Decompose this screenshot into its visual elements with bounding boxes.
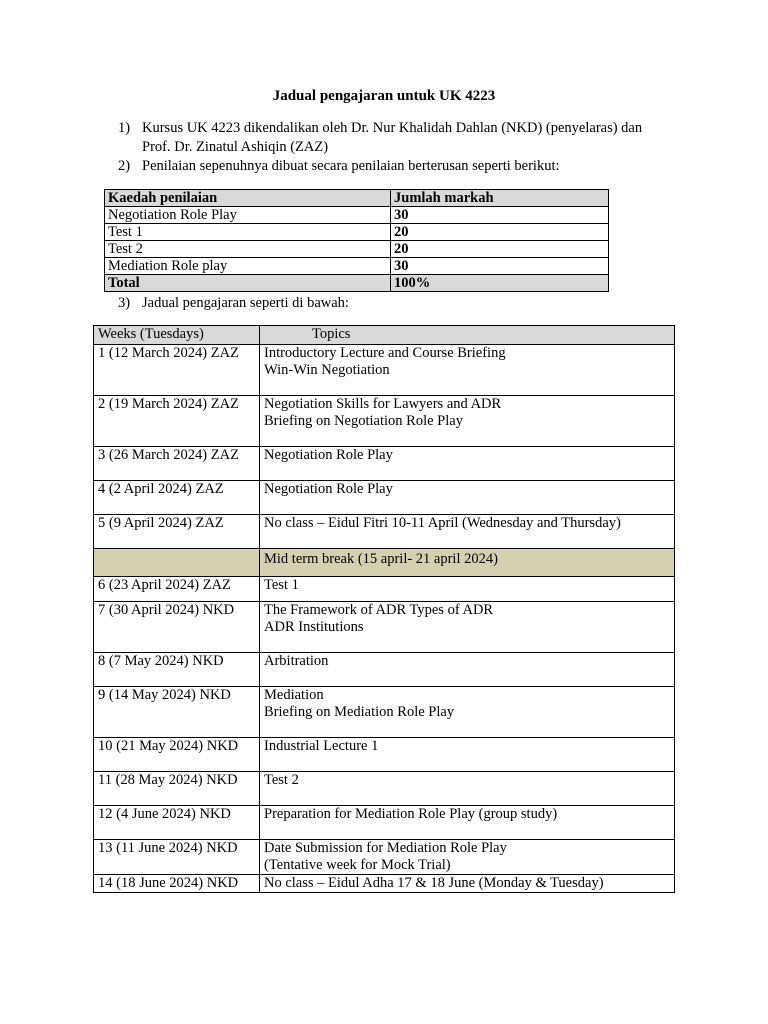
header-cell-weeks: Weeks (Tuesdays) — [94, 326, 260, 345]
topic-line: Test 1 — [264, 577, 299, 593]
method-cell: Test 2 — [105, 241, 391, 258]
topic-line: Test 2 — [264, 772, 299, 788]
table-row — [94, 687, 675, 738]
topic-cell — [260, 396, 675, 447]
topic-line: Mediation — [264, 687, 324, 703]
list-item-2 — [118, 157, 678, 177]
topic-cell — [260, 602, 675, 653]
table-row — [94, 772, 675, 806]
week-cell: 2 (19 March 2024) ZAZ — [94, 396, 260, 447]
method-cell: Negotiation Role Play — [105, 207, 391, 224]
list-item-1 — [118, 119, 678, 159]
total-label-cell: Total — [105, 275, 391, 292]
table-header-row — [105, 190, 609, 207]
table-row — [94, 653, 675, 687]
topic-cell — [260, 577, 675, 602]
topic-line: The Framework of ADR Types of ADR — [264, 602, 494, 618]
table-row-midterm-break — [94, 549, 675, 577]
table-row — [94, 806, 675, 840]
topic-line: (Tentative week for Mock Trial) — [264, 857, 451, 873]
list-number: 1) — [118, 120, 131, 136]
week-cell: 3 (26 March 2024) ZAZ — [94, 447, 260, 481]
week-cell: 7 (30 April 2024) NKD — [94, 602, 260, 653]
topic-cell — [260, 840, 675, 875]
table-row — [105, 207, 609, 224]
week-cell: 9 (14 May 2024) NKD — [94, 687, 260, 738]
topic-line: Briefing on Mediation Role Play — [264, 704, 455, 720]
list-item-3 — [118, 294, 678, 314]
topic-cell — [260, 875, 675, 893]
table-row — [105, 224, 609, 241]
marks-cell: 20 — [391, 224, 609, 241]
topic-cell — [260, 653, 675, 687]
table-row — [94, 738, 675, 772]
topic-line: No class – Eidul Fitri 10-11 April (Wednesday and Thursday) — [264, 515, 621, 531]
total-value-cell: 100% — [391, 275, 609, 292]
table-header-row — [94, 326, 675, 345]
table-row — [94, 515, 675, 549]
list-text — [142, 119, 682, 157]
list-number: 2) — [118, 158, 131, 174]
method-cell: Test 1 — [105, 224, 391, 241]
week-cell: 14 (18 June 2024) NKD — [94, 875, 260, 893]
table-row — [94, 447, 675, 481]
header-cell-method: Kaedah penilaian — [105, 190, 391, 207]
list-text: Jadual pengajaran seperti di bawah: — [142, 295, 349, 311]
header-cell-topics: Topics — [260, 326, 675, 345]
table-row — [94, 481, 675, 515]
table-row — [94, 396, 675, 447]
table-row — [105, 241, 609, 258]
week-cell: 1 (12 March 2024) ZAZ — [94, 345, 260, 396]
document-title: Jadual pengajaran untuk UK 4223 — [272, 88, 496, 104]
list-text: Penilaian sepenuhnya dibuat secara penilaian berterusan seperti berikut: — [142, 158, 560, 174]
topic-line: No class – Eidul Adha 17 & 18 June (Monday & Tuesday) — [264, 875, 604, 891]
topic-cell — [260, 447, 675, 481]
week-cell: 6 (23 April 2024) ZAZ — [94, 577, 260, 602]
week-cell: 13 (11 June 2024) NKD — [94, 840, 260, 875]
topic-cell — [260, 806, 675, 840]
topic-line: Negotiation Skills for Lawyers and ADR — [264, 396, 502, 412]
topic-line: Introductory Lecture and Course Briefing — [264, 345, 506, 361]
schedule-table — [93, 325, 675, 893]
table-row — [105, 258, 609, 275]
topic-cell — [260, 515, 675, 549]
topic-line: Date Submission for Mediation Role Play — [264, 840, 507, 856]
method-cell: Mediation Role play — [105, 258, 391, 275]
week-cell: 4 (2 April 2024) ZAZ — [94, 481, 260, 515]
topic-line: Negotiation Role Play — [264, 447, 393, 463]
topic-cell — [260, 345, 675, 396]
table-row — [94, 875, 675, 893]
topic-line: Win-Win Negotiation — [264, 362, 390, 378]
table-row — [94, 602, 675, 653]
topic-line: Industrial Lecture 1 — [264, 738, 379, 754]
week-cell: 5 (9 April 2024) ZAZ — [94, 515, 260, 549]
topic-cell — [260, 738, 675, 772]
header-cell-marks: Jumlah markah — [391, 190, 609, 207]
topic-line: Preparation for Mediation Role Play (group study) — [264, 806, 558, 822]
topic-cell — [260, 549, 675, 577]
topic-line: ADR Institutions — [264, 619, 364, 635]
list-text-line: Prof. Dr. Zinatul Ashiqin (ZAZ) — [142, 139, 329, 155]
assessment-table — [104, 189, 609, 292]
week-cell: 12 (4 June 2024) NKD — [94, 806, 260, 840]
week-cell: 8 (7 May 2024) NKD — [94, 653, 260, 687]
marks-cell: 30 — [391, 207, 609, 224]
topic-line: Briefing on Negotiation Role Play — [264, 413, 463, 429]
week-cell: 10 (21 May 2024) NKD — [94, 738, 260, 772]
table-total-row — [105, 275, 609, 292]
table-row — [94, 840, 675, 875]
marks-cell: 20 — [391, 241, 609, 258]
table-row — [94, 577, 675, 602]
table-row — [94, 345, 675, 396]
topic-line: Negotiation Role Play — [264, 481, 393, 497]
topic-cell — [260, 687, 675, 738]
topic-line: Arbitration — [264, 653, 329, 669]
list-number: 3) — [118, 295, 131, 311]
week-cell — [94, 549, 260, 577]
marks-cell: 30 — [391, 258, 609, 275]
topic-cell — [260, 772, 675, 806]
topic-cell — [260, 481, 675, 515]
week-cell: 11 (28 May 2024) NKD — [94, 772, 260, 806]
topic-line: Mid term break (15 april- 21 april 2024) — [264, 551, 498, 567]
list-text-line: Kursus UK 4223 dikendalikan oleh Dr. Nur Khalidah Dahlan (NKD) (penyelaras) dan — [142, 120, 643, 136]
